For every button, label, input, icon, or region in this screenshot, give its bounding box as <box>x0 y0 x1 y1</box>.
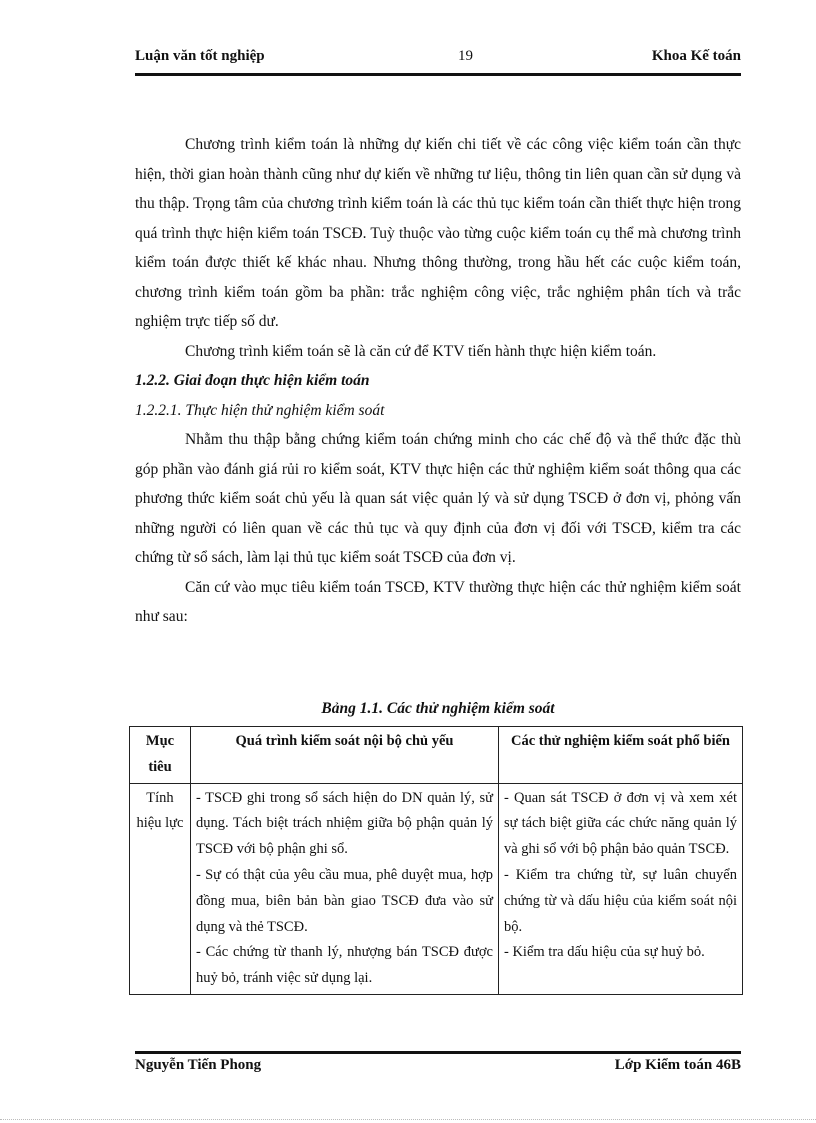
footer-rule <box>135 1051 741 1054</box>
cell-tests <box>499 783 743 994</box>
header-objective: Mục tiêu <box>130 727 191 784</box>
paragraph-table-intro: Căn cứ vào mục tiêu kiểm toán TSCĐ, KTV thường thực hiện các thử nghiệm kiểm soát như sau: <box>135 578 741 625</box>
paragraph-audit-basis: Chương trình kiểm toán sẽ là căn cứ để KTV tiến hành thực hiện kiểm toán. <box>185 342 657 360</box>
internal-control-item: - TSCĐ ghi trong sổ sách hiện do DN quản lý, sử dụng. Tách biệt trách nhiệm giữa bộ phận quản lý TSCĐ với bộ phận ghi sổ. <box>196 789 493 858</box>
table-header-row <box>130 727 743 784</box>
header-tests: Các thử nghiệm kiểm soát phổ biến <box>499 727 743 784</box>
internal-control-item: - Các chứng từ thanh lý, nhượng bán TSCĐ được huỷ bỏ, tránh việc sử dụng lại. <box>196 944 493 987</box>
section-heading: 1.2.2. Giai đoạn thực hiện kiểm toán <box>135 372 370 389</box>
table-row <box>130 783 743 994</box>
header-rule <box>135 73 741 76</box>
test-item: - Kiểm tra dấu hiệu của sự huỷ bỏ. <box>504 944 705 961</box>
control-tests-table <box>129 726 743 995</box>
internal-control-item: - Sự có thật của yêu cầu mua, phê duyệt mua, hợp đồng mua, biên bản bàn giao TSCĐ đưa vào sử dụng và thẻ TSCĐ. <box>196 866 493 935</box>
test-item: - Quan sát TSCĐ ở đơn vị và xem xét sự tách biệt giữa các chức năng quản lý và ghi sổ với bộ phận bảo quản TSCĐ. <box>504 789 737 858</box>
page-body <box>135 130 741 632</box>
footer-class: Lớp Kiểm toán 46B <box>614 1057 741 1073</box>
header-internal-control: Quá trình kiểm soát nội bộ chủ yếu <box>191 727 499 784</box>
paragraph-audit-program: Chương trình kiểm toán là những dự kiến chi tiết về các công việc kiểm toán cần thực hiện, thời gian hoàn thành cũng như dự kiến về những tư liệu, thông tin liên quan cần sử dụng và thu thập. Trọng tâm của chương trình kiểm toán là các thủ tục kiểm toán cần thiết thực hiện trong quá trình thực hiện kiểm toán TSCĐ. Tuỳ thuộc vào từng cuộc kiểm toán cụ thể mà chương trình kiểm toán được thiết kế khác nhau. Nhưng thông thường, trong hầu hết các cuộc kiểm toán, chương trình kiểm toán gồm ba phần: trắc nghiệm công việc, trắc nghiệm phân tích và trắc nghiệm trực tiếp số dư. <box>135 136 741 330</box>
paragraph-control-tests: Nhằm thu thập bằng chứng kiểm toán chứng minh cho các chế độ và thể thức đặc thù góp phần vào đánh giá rủi ro kiểm soát, KTV thực hiện các thử nghiệm kiểm soát thông qua các phương thức kiểm soát chủ yếu là quan sát việc quản lý và sử dụng TSCĐ ở đơn vị, phỏng vấn những người có liên quan về các thủ tục và quy định của đơn vị đối với TSCĐ, kiểm tra các chứng từ sổ sách, làm lại thủ tục kiểm soát TSCĐ của đơn vị. <box>135 431 741 566</box>
test-item: - Kiểm tra chứng từ, sự luân chuyển chứng từ và dấu hiệu của kiểm soát nội bộ. <box>504 866 737 935</box>
table-caption: Bảng 1.1. Các thử nghiệm kiểm soát <box>321 700 555 717</box>
page-header <box>135 48 741 70</box>
header-faculty: Khoa Kế toán <box>651 48 741 64</box>
header-thesis-title: Luận văn tốt nghiệp <box>135 48 265 64</box>
cell-internal-control <box>191 783 499 994</box>
subsection-heading: 1.2.2.1. Thực hiện thử nghiệm kiểm soát <box>135 401 385 419</box>
cell-objective: Tính hiệu lực <box>130 783 191 994</box>
page-number: 19 <box>458 48 473 64</box>
footer-author: Nguyễn Tiến Phong <box>135 1057 262 1073</box>
page-bottom-edge <box>0 1119 816 1120</box>
